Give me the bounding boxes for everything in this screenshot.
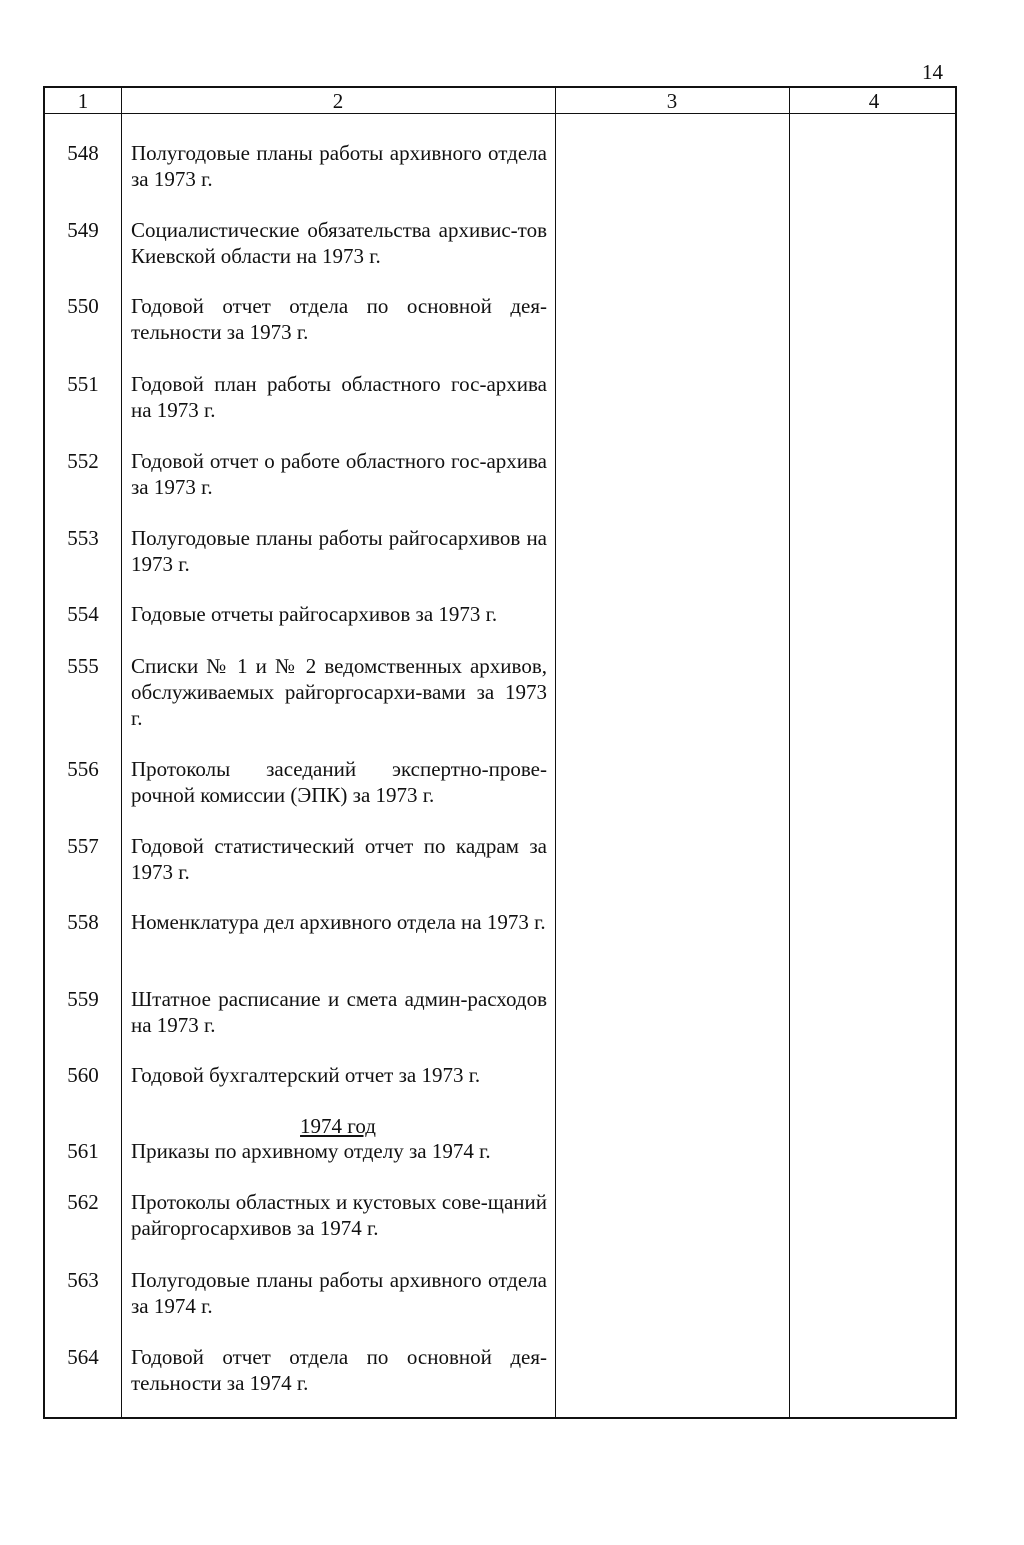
entry-number: 557	[67, 834, 99, 858]
entry-number: 563	[67, 1268, 99, 1292]
column-divider	[555, 88, 556, 1417]
entry-number: 548	[67, 141, 99, 165]
entry-title: Годовой план работы областного гос-архива на 1973 г.	[131, 372, 547, 422]
entry-title: Приказы по архивному отделу за 1974 г.	[131, 1139, 491, 1163]
entry-title: Номенклатура дел архивного отдела на 1973 г.	[131, 910, 546, 934]
entry-title: Полугодовые планы работы райгосархивов на 1973 г.	[131, 526, 547, 576]
entry-title: Полугодовые планы работы архивного отдела за 1974 г.	[131, 1268, 547, 1318]
page-number: 14	[922, 60, 943, 84]
inventory-table	[43, 86, 957, 1419]
entry-number: 562	[67, 1190, 99, 1214]
column-header-1: 1	[77, 89, 89, 113]
entry-title: Годовые отчеты райгосархивов за 1973 г.	[131, 602, 498, 626]
entry-number: 555	[67, 654, 99, 678]
entry-number: 560	[67, 1063, 99, 1087]
entry-number: 559	[67, 987, 99, 1011]
entry-title: Протоколы областных и кустовых сове-щаний райгоргосархивов за 1974 г.	[131, 1190, 547, 1240]
entry-title: Протоколы заседаний экспертно-прове-рочной комиссии (ЭПК) за 1973 г.	[131, 757, 547, 807]
entry-title: Годовой статистический отчет по кадрам за 1973 г.	[131, 834, 547, 884]
entry-number: 551	[67, 372, 99, 396]
entry-number: 554	[67, 602, 99, 626]
entry-title: Социалистические обязательства архивис-тов Киевской области на 1973 г.	[131, 218, 547, 268]
entry-title: Полугодовые планы работы архивного отдела за 1973 г.	[131, 141, 547, 191]
entry-number: 553	[67, 526, 99, 550]
entry-number: 552	[67, 449, 99, 473]
entry-number: 549	[67, 218, 99, 242]
column-divider	[121, 88, 122, 1417]
column-header-2: 2	[332, 89, 344, 113]
entry-title: Списки № 1 и № 2 ведомственных архивов, обслуживаемых райгоргосархи-вами за 1973 г.	[131, 654, 547, 730]
entry-title: Штатное расписание и смета админ-расходов на 1973 г.	[131, 987, 547, 1037]
entry-title: Годовой отчет отдела по основной дея-тельности за 1973 г.	[131, 294, 547, 344]
entry-title: Годовой отчет отдела по основной дея-тельности за 1974 г.	[131, 1345, 547, 1395]
column-header-3: 3	[666, 89, 678, 113]
entry-number: 561	[67, 1139, 99, 1163]
section-heading: 1974 год	[300, 1114, 376, 1138]
column-header-4: 4	[868, 89, 880, 113]
entry-title: Годовой отчет о работе областного гос-архива за 1973 г.	[131, 449, 547, 499]
entry-number: 564	[67, 1345, 99, 1369]
entry-number: 556	[67, 757, 99, 781]
entry-number: 558	[67, 910, 99, 934]
entry-title: Годовой бухгалтерский отчет за 1973 г.	[131, 1063, 481, 1087]
entry-number: 550	[67, 294, 99, 318]
column-divider	[789, 88, 790, 1417]
